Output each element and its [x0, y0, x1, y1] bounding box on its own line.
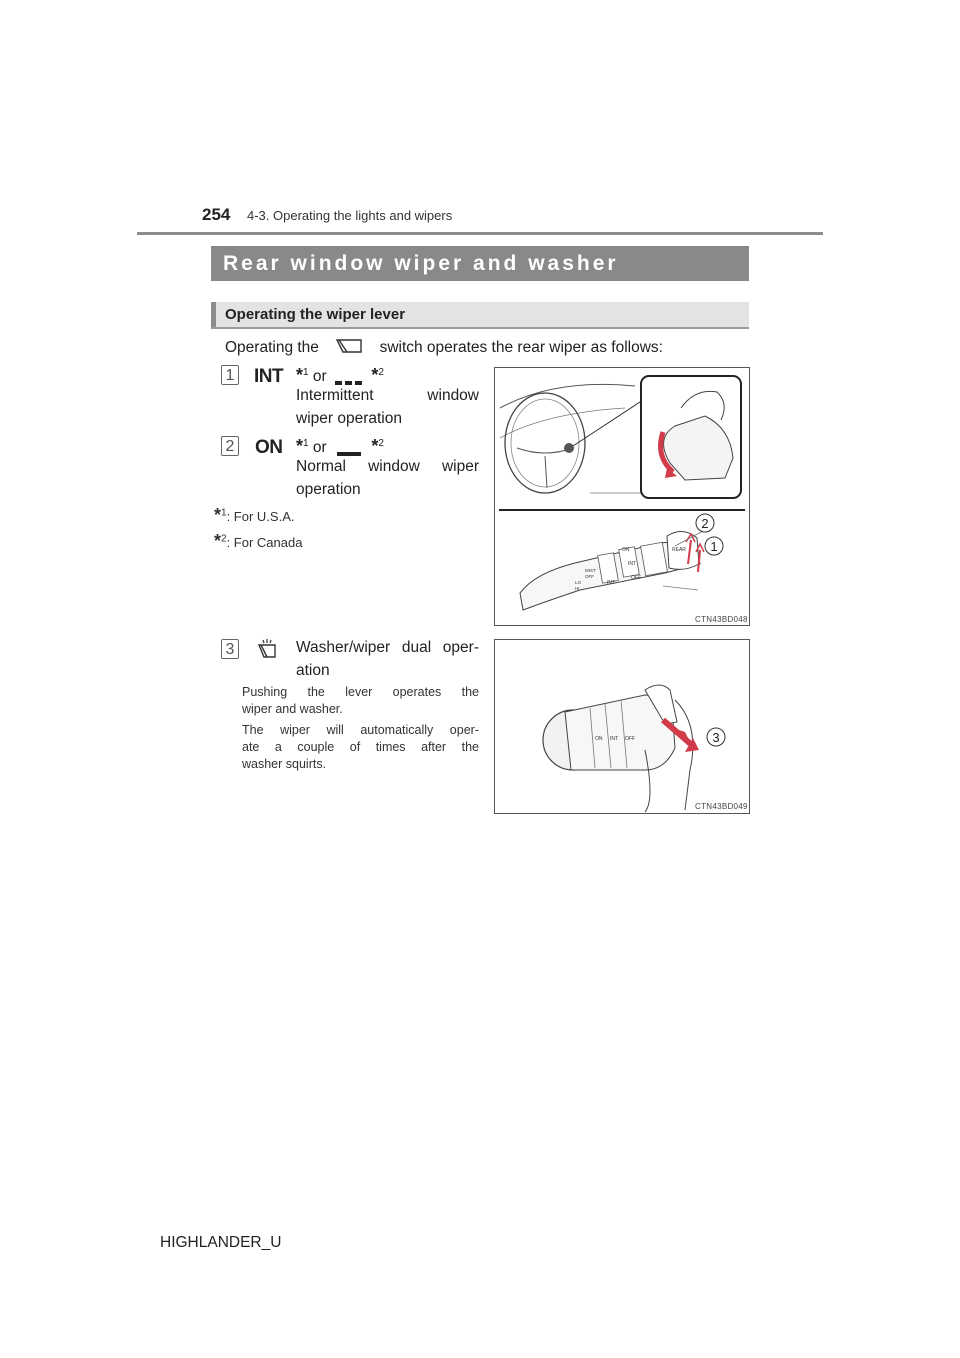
on-label: ON	[255, 437, 283, 458]
lever-label-rear: REAR	[672, 547, 686, 553]
chapter-title: 4-3. Operating the lights and wipers	[247, 208, 453, 223]
lever-label-hi: HI	[575, 586, 580, 591]
item-3-description-2: The wiper will automatically oper- ate a couple of times after the washer squirts.	[242, 723, 479, 771]
subsection-underline	[211, 327, 749, 329]
item-number-3: 3	[221, 639, 239, 659]
figure-2-illustration	[495, 640, 749, 813]
figure-2-code: CTN43BD049	[695, 802, 748, 811]
header-divider	[137, 232, 823, 235]
page-number: 254	[202, 205, 231, 224]
rear-wiper-switch-icon	[323, 337, 375, 353]
section-title: Rear window wiper and washer	[211, 246, 749, 281]
item-3-description-1: Pushing the lever operates the wiper and washer.	[242, 685, 479, 716]
on-bar-icon	[331, 443, 367, 453]
item-number-2: 2	[221, 436, 239, 456]
item-1-line1: Intermittent window	[296, 387, 479, 404]
fig2-lever-label-on: ON	[595, 736, 603, 742]
intro-text	[225, 337, 663, 357]
item-1-line2: wiper operation	[296, 410, 402, 427]
subsection-title: Operating the wiper lever	[211, 302, 749, 328]
lever-label-off-2: OFF	[585, 574, 594, 579]
fig2-lever-label-int: INT	[610, 736, 619, 742]
figure-1-callout-1: 1	[710, 539, 718, 554]
item-2-line1: Normal window wiper	[296, 458, 479, 475]
figure-wiper-lever-positions	[494, 367, 750, 626]
lever-label-mist: MIST	[585, 568, 596, 573]
footnote-canada: *$^2$: For Canada	[214, 531, 303, 551]
lever-label-off: OFF	[631, 575, 641, 581]
footer-model: HIGHLANDER_U	[160, 1234, 282, 1251]
figure-1-illustration	[495, 368, 749, 625]
item-2-variants: *$^1$ or *$^2$	[296, 436, 384, 457]
figure-1-callout-2: 2	[701, 516, 709, 531]
figure-2-callout-3: 3	[712, 730, 720, 745]
washer-wiper-icon	[256, 638, 278, 660]
intro-after: switch operates the rear wiper as follows:	[379, 339, 663, 356]
lever-label-int: INT	[628, 561, 637, 567]
item-number-1: 1	[221, 365, 239, 385]
item-1-variants: *$^1$ or *$^2$	[296, 365, 384, 386]
intro-before: Operating the	[225, 339, 319, 356]
item-2-line2: operation	[296, 481, 361, 498]
fig2-lever-label-off: OFF	[625, 736, 635, 742]
item-3-line1: Washer/wiper dual oper-	[296, 639, 479, 656]
int-dashes-icon	[331, 372, 367, 382]
item-3-line2: ation	[296, 662, 330, 679]
int-label: INT	[254, 366, 284, 387]
figure-1-code: CTN43BD048	[695, 615, 748, 624]
footnote-usa: *$^1$: For U.S.A.	[214, 505, 295, 525]
lever-label-on: ON	[622, 547, 630, 553]
lever-label-lo: LO	[575, 580, 582, 585]
lever-label-int-2: INT	[607, 580, 616, 586]
figure-washer-push	[494, 639, 750, 814]
